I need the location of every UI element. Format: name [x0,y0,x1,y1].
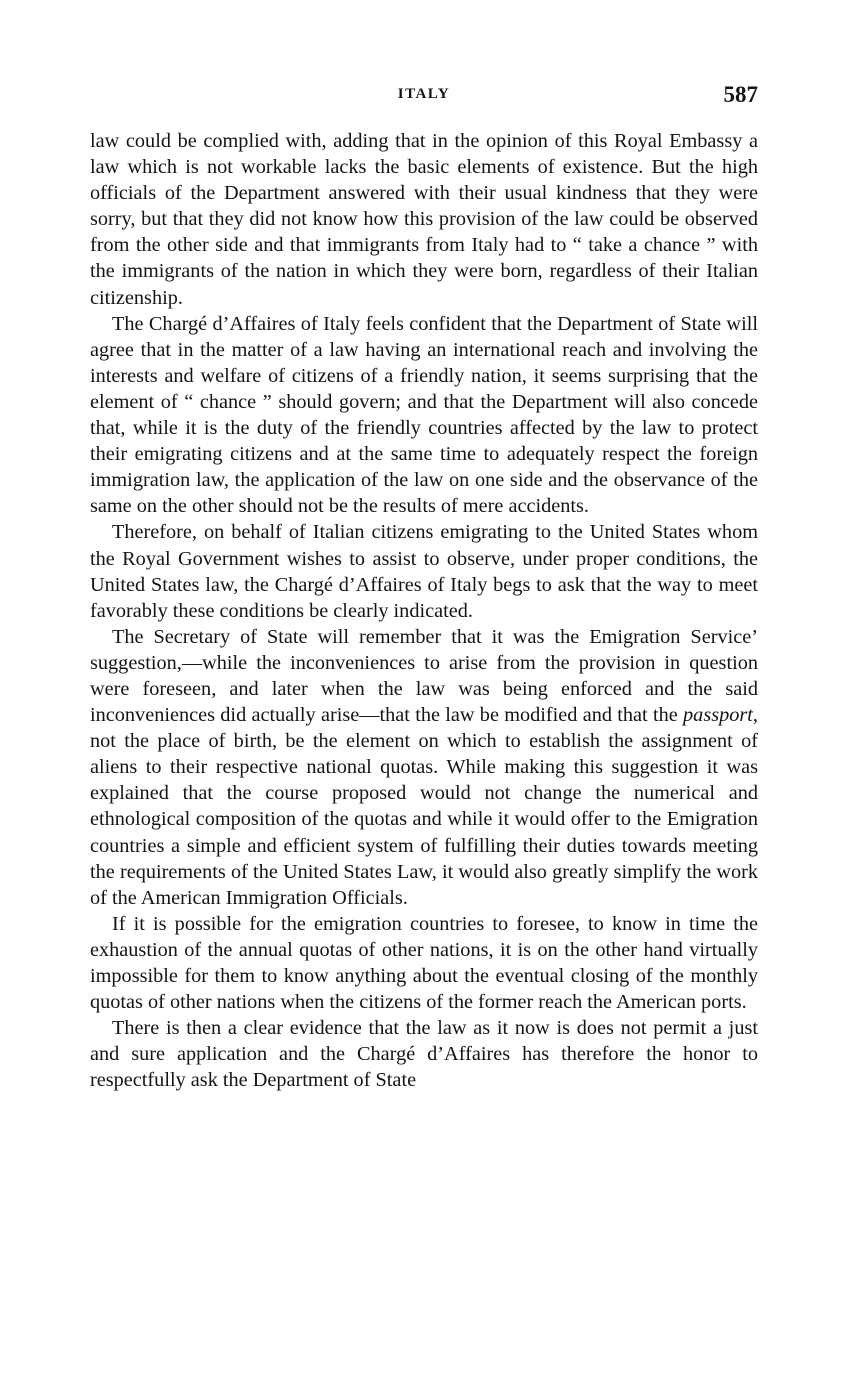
paragraph-4-text-a: The Secretary of State will remember that it was the Emigration Service’ suggestion,—while the inconveniences to arise from the provision in question were foreseen, and later when the law was being enforced and the said inconveniences did actually arise—that the law be modified and that the [90,625,758,727]
paragraph-1: law could be complied with, adding that in the opinion of this Royal Embassy a law which is not workable lacks the basic elements of existence. But the high officials of the Department answered with their usual kindness that they were sorry, but that they did not know how this provision of the law could be observed from the other side and that immigrants from Italy had to “ take a chance ” with the immigrants of the nation in which they were born, regardless of their Italian citizenship. [90,130,758,309]
page-number: 587 [723,82,758,107]
running-title: ITALY [397,86,451,102]
paragraph-4-text-b: , not the place of birth, be the element on which to establish the assignment of aliens to their respective national quotas. While making this suggestion it was explained that the course proposed would not change the numerical and ethnological composition of the quotas and while it would offer to the Emigration countries a simple and efficient system of fulfilling their duties towards meeting the requirements of the United States Law, it would also greatly simplify the work of the American Immigration Officials. [90,704,758,909]
paragraph-5: If it is possible for the emigration countries to foresee, to know in time the exhaustion of the annual quotas of other nations, it is on the other hand virtually impossible for them to know anything about the eventual closing of the monthly quotas of other nations when the citizens of the former reach the American ports. [90,912,758,1014]
page-header [90,84,758,110]
paragraph-4 [90,624,758,911]
paragraph-2: The Chargé d’Affaires of Italy feels confident that the Department of State will agree that in the matter of a law having an international reach and involving the interests and welfare of citizens of a friendly nation, it seems surprising that the element of “ chance ” should govern; and that the Department will also concede that, while it is the duty of the friendly countries affected by the law to protect their emigrating citizens and at the same time to adequately respect the foreign immigration law, the application of the law on one side and the observance of the same on the other should not be the results of mere accidents. [90,312,758,518]
body-text [90,128,758,1093]
paragraph-6: There is then a clear evidence that the law as it now is does not permit a just and sure application and the Chargé d’Affaires has therefore the honor to respectfully ask the Department of State [90,1017,758,1092]
paragraph-3: Therefore, on behalf of Italian citizens emigrating to the United States whom the Royal Government wishes to assist to observe, under proper conditions, the United States law, the Chargé d’Affaires of Italy begs to ask that the way to meet favorably these conditions be clearly indicated. [90,521,758,622]
passport-italic-word: passport [683,704,753,727]
